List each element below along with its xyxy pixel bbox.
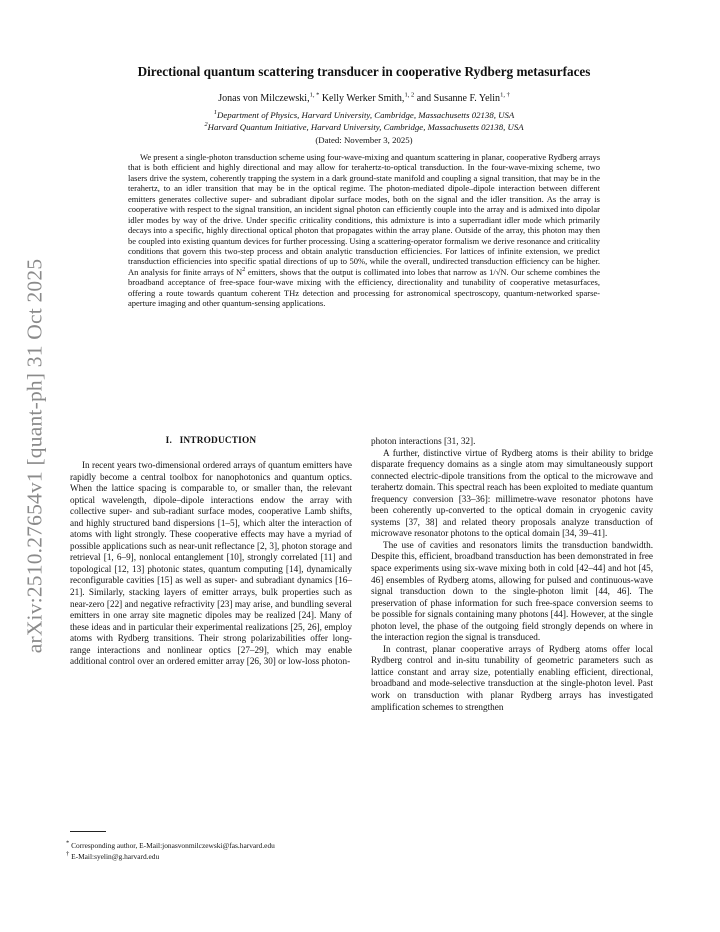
arxiv-identifier xyxy=(18,236,52,676)
footnote-2-mark: † xyxy=(66,850,70,858)
arxiv-identifier-text: arXiv:2510.27654v1 [quant-ph] 31 Oct 2025 xyxy=(22,258,47,654)
intro-paragraph-4: In contrast, planar cooperative arrays of Rydberg atoms offer local Rydberg control and in-situ tunability of geometric parameters such as lattice constant and array size, potentially enabling efficient, directional, broadband and mode-selective transduction at the single-photon level. Past work on transduction with planar Rydberg arrays has investigated amplification schemes to strengthen xyxy=(371,643,653,712)
footnote-2 xyxy=(66,852,366,863)
affiliation-1-text: Department of Physics, Harvard University, Cambridge, Massachusetts 02138, USA xyxy=(216,110,515,120)
footnotes xyxy=(66,841,366,862)
paper-title: Directional quantum scattering transducer in cooperative Rydberg metasurfaces xyxy=(137,64,591,79)
author-2-affil: 1, 2 xyxy=(404,91,415,99)
author-1: Jonas von Milczewski, xyxy=(218,93,310,104)
author-1-affil: 1, * xyxy=(309,91,320,99)
author-list xyxy=(72,93,656,104)
date-line: (Dated: November 3, 2025) xyxy=(315,135,413,145)
affiliation-1-mark: 1 xyxy=(213,109,217,117)
affiliation-2-mark: 2 xyxy=(204,121,208,129)
right-column xyxy=(371,436,653,713)
footnote-2-text: E-Mail:syelin@g.harvard.edu xyxy=(69,851,160,861)
author-3: and Susanne F. Yelin xyxy=(414,93,501,104)
footnote-1 xyxy=(66,841,366,852)
left-column xyxy=(70,460,352,668)
author-2: Kelly Werker Smith, xyxy=(319,93,405,104)
affiliation-2 xyxy=(72,122,656,133)
abstract xyxy=(128,152,600,309)
abstract-part-1: We present a single-photon transduction scheme using four-wave-mixing and quantum scattering in planar, cooperative Rydberg arrays that is both efficient and highly directional and may allow for terahertz-to-optical transduction. In the four-wave-mixing scheme, two lasers drive the system, coherently trapping the system in a dark ground-state manifold and coupling a signal transition, that may be in the terahertz, to an idler transition that may be in the optical regime. The photon-mediated dipole–dipole interaction between different emitters generates collective super- and subradiant dipolar surface modes, both on the signal and the idler transition. As the array is cooperative with respect to the signal transition, an incident signal photon can efficiently couple into the array and is admixed into dipolar idler modes by way of the drive. Under specific criticality conditions, this admixture is into a superradiant idler mode which primarily decays into a specific, highly directional optical photon that propagates within the array plane. Outside of the array, this photon may then be coupled into existing quantum devices for further processing. Using a scattering-operator formalism we derive resonance and criticality conditions that govern this two-step process and obtain analytic transduction efficiencies. For lattices of infinite extension, we predict transduction efficiencies into specific spatial directions of up to 50%, while the overall, undirected transduction efficiency can be higher. An analysis for finite arrays of N xyxy=(128,152,600,277)
section-heading xyxy=(70,436,352,446)
abstract-part-2: emitters, shows that the output is collimated into lobes that narrow as 1/√N. Our scheme combines the broadband acceptance of free-space four-wave mixing with the efficiency, directionality and tunability of cooperative metasurfaces, offering a route towards quantum coherent THz detection and processing for astronomical spectroscopy, quantum-networked sparse-aperture imaging and other quantum-sensing applications. xyxy=(128,266,600,309)
affiliation-2-text: Harvard Quantum Initiative, Harvard University, Cambridge, Massachusetts 02138, USA xyxy=(207,122,524,132)
intro-paragraph-2: A further, distinctive virtue of Rydberg atoms is their ability to bridge disparate frequency domains as a single atom may simultaneously support connected electric-dipole transitions from the optical to the microwave and terahertz domain. This spectral reach has been exploited to mediate quantum frequency conversion [33–36]: millimetre-wave resonator photons have been coherently up-converted to the optical domain in cryogenic cavity systems [37, 38] and related theory proposals analyze transduction of microwave resonator photons to the optical domain [34, 39–41]. xyxy=(371,447,653,539)
author-3-affil: 1, † xyxy=(500,91,510,99)
section-title: INTRODUCTION xyxy=(179,436,257,446)
intro-continuation: photon interactions [31, 32]. xyxy=(371,436,476,446)
intro-paragraph-3: The use of cavities and resonators limits the transduction bandwidth. Despite this, efficient, broadband transduction has been demonstrated in free space experiments using six-wave mixing both in cold [42–44] and hot [45, 46] ensembles of Rydberg atoms, allowing for pulsed and continuous-wave signal transduction down to the single-photon limit [44, 46]. The preservation of phase information for such free-space conversion seems to be possible for signals containing many photons [44]. However, at the single photon level, the phase of the outgoing field strongly depends on where in the interaction region the signal is transduced. xyxy=(371,539,653,643)
footnote-divider xyxy=(70,831,106,832)
abstract-superscript: 2 xyxy=(242,265,246,273)
section-number: I. xyxy=(165,436,172,446)
footnote-1-mark: * xyxy=(66,839,70,847)
affiliation-1 xyxy=(72,110,656,121)
intro-paragraph-1: In recent years two-dimensional ordered arrays of quantum emitters have rapidly become a central toolbox for nanophotonics and quantum optics. When the lattice spacing is comparable to, or smaller than, the relevant optical wavelength, dipole–dipole interactions endow the array with collective super- and sub-radiant surface modes, cooperative Lamb shifts, and highly structured band dispersions [1–5], which alter the interaction of atoms with light strongly. These cooperative effects may have a myriad of possible applications such as near-unit reflectance [2, 3], photon storage and retrieval [1, 6–9], nonlocal entanglement [10], strongly correlated [11] and topological [12, 13] photonic states, quantum computing [14], dynamically reconfigurable cavities [15] as well as super- and subradiant dynamics [16–21]. Similarly, stacking layers of emitter arrays, bulk properties such as near-zero [22] and negative refractivity [23] may arise, and bundling several emitters in one array site magnetic dipoles may be realized [24]. Many of these ideas and in particular their experimental realizations [25, 26], employ atoms with Rydberg transitions. Their strong polarizabilities offer long-range interactions and nonlinear optics [27–29], which may enable additional control over an ordered emitter array [26, 30] or low-loss photon- xyxy=(70,460,352,667)
footnote-1-text: Corresponding author, E-Mail:jonasvonmilczewski@fas.harvard.edu xyxy=(69,841,275,850)
